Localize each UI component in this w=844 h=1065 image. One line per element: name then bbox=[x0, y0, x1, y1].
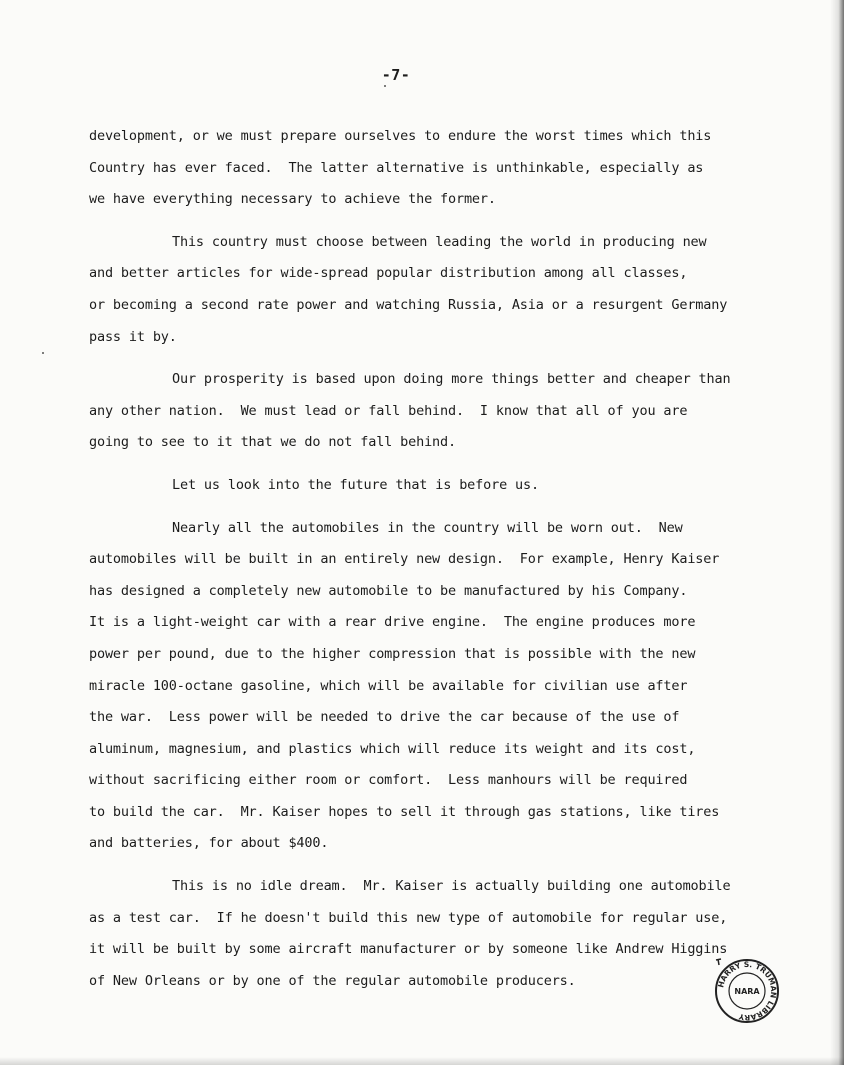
paragraph bbox=[89, 227, 749, 353]
text-line: to build the car. Mr. Kaiser hopes to sell it through gas stations, like tires bbox=[89, 803, 720, 820]
text-line: development, or we must prepare ourselves to endure the worst times which this bbox=[89, 128, 712, 144]
text-line: without sacrificing either room or comfort. Less manhours will be required bbox=[89, 772, 688, 789]
text-line: miracle 100-octane gasoline, which will be available for civilian use after bbox=[89, 677, 688, 694]
text-line: Nearly all the automobiles in the country will be worn out. New bbox=[172, 519, 683, 536]
text-line: This is no idle dream. Mr. Kaiser is actually building one automobile bbox=[172, 878, 731, 895]
text-line: we have everything necessary to achieve the former. bbox=[89, 191, 496, 208]
page-number: -7- bbox=[381, 66, 411, 84]
text-line: This country must choose between leading the world in producing new bbox=[172, 233, 707, 250]
paper-speck bbox=[384, 85, 386, 87]
svg-text:HARRY S. TRUMAN LIBRARY: HARRY S. TRUMAN LIBRARY bbox=[716, 959, 779, 1023]
text-line: Our prosperity is based upon doing more things better and cheaper than bbox=[172, 371, 731, 388]
svg-text:NARA: NARA bbox=[734, 987, 760, 996]
body-text bbox=[89, 121, 749, 1008]
text-line: going to see to it that we do not fall behind. bbox=[89, 434, 456, 451]
text-line: of New Orleans or by one of the regular automobile producers. bbox=[89, 972, 576, 989]
page-edge-shadow bbox=[830, 0, 844, 1065]
text-line: and batteries, for about $400. bbox=[89, 835, 329, 852]
text-line: Let us look into the future that is before us. bbox=[172, 476, 539, 493]
text-line: has designed a completely new automobile to be manufactured by his Company. bbox=[89, 582, 688, 599]
text-line: pass it by. bbox=[89, 328, 177, 345]
text-line: the war. Less power will be needed to drive the car because of the use of bbox=[89, 709, 680, 726]
paragraph bbox=[89, 364, 749, 459]
paragraph bbox=[89, 871, 749, 997]
text-line: any other nation. We must lead or fall behind. I know that all of you are bbox=[89, 402, 688, 419]
paragraph bbox=[89, 121, 749, 216]
paragraph bbox=[89, 513, 749, 861]
paper-speck bbox=[42, 352, 44, 354]
text-line: Country has ever faced. The latter alternative is unthinkable, especially as bbox=[89, 159, 704, 176]
text-line: as a test car. If he doesn't build this new type of automobile for regular use, bbox=[89, 909, 728, 926]
text-line: or becoming a second rate power and watching Russia, Asia or a resurgent Germany bbox=[89, 296, 728, 313]
library-stamp-icon bbox=[712, 956, 782, 1026]
text-line: aluminum, magnesium, and plastics which will reduce its weight and its cost, bbox=[89, 740, 696, 757]
text-line: automobiles will be built in an entirely new design. For example, Henry Kaiser bbox=[89, 551, 720, 568]
text-line: and better articles for wide-spread popular distribution among all classes, bbox=[89, 265, 688, 282]
text-line: power per pound, due to the higher compression that is possible with the new bbox=[89, 645, 696, 662]
text-line: It is a light-weight car with a rear drive engine. The engine produces more bbox=[89, 614, 696, 631]
paragraph bbox=[89, 470, 749, 502]
text-line: it will be built by some aircraft manufacturer or by someone like Andrew Higgins bbox=[89, 941, 728, 958]
page-bottom-shadow bbox=[0, 1057, 844, 1065]
